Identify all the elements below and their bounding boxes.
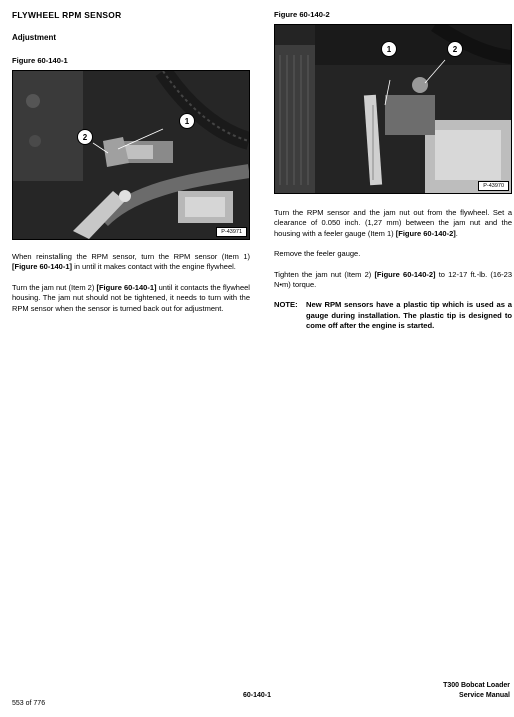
model-name: T300 Bobcat Loader xyxy=(443,682,510,689)
figure-1-callout-2: 2 xyxy=(77,129,93,145)
right-column xyxy=(274,10,512,332)
subsection-title: Adjustment xyxy=(12,33,56,42)
page-number: 60-140-1 xyxy=(243,692,272,699)
figure-1-reference: [Figure 60-140-1] xyxy=(12,262,73,272)
figure-2-label: Figure 60-140-2 xyxy=(274,10,330,19)
figure-1-photo xyxy=(12,70,250,240)
note-label: NOTE: xyxy=(274,300,298,310)
figure-2-reference: [Figure 60-140-2] xyxy=(374,269,436,279)
figure-1-photo-number: P-43971 xyxy=(216,227,247,237)
note-block xyxy=(274,300,512,331)
remove-gauge-paragraph: Remove the feeler gauge. xyxy=(274,249,361,259)
figure-2-callout-1: 1 xyxy=(381,41,397,57)
jam-nut-paragraph: Turn the jam nut (Item 2) [Figure 60-140-1] until it contacts the flywheel housing. The jam nut should not be tightened, it needs to turn with the RPM sensor when the sensor is turned back out for adjustment. xyxy=(12,282,250,313)
manual-name: Service Manual xyxy=(459,692,510,699)
left-column xyxy=(12,10,250,324)
figure-1-callout-1: 1 xyxy=(179,113,195,129)
page-count: 553 of 776 xyxy=(12,700,46,707)
note-text: New RPM sensors have a plastic tip which is used as a gauge during installation. The plastic tip is designed to come off after the engine is started. xyxy=(306,300,512,331)
clearance-paragraph: Turn the RPM sensor and the jam nut out from the flywheel. Set a clearance of 0.050 inch. (1,27 mm) between the jam nut and the housing with a feeler gauge (Item 1) [Figure 60-140-2]. xyxy=(274,208,512,238)
reinstall-paragraph: When reinstalling the RPM sensor, turn the RPM sensor (Item 1) [Figure 60-140-1] in until it makes contact with the engine flywheel. xyxy=(12,252,250,272)
figure-2-photo-number: P-43970 xyxy=(478,181,509,191)
figure-2-reference: [Figure 60-140-2] xyxy=(395,228,456,238)
torque-paragraph: Tighten the jam nut (Item 2) [Figure 60-140-2] to 12-17 ft.-lb. (16-23 N•m) torque. xyxy=(274,269,512,290)
figure-1-illustration xyxy=(13,71,249,239)
figure-2-callout-2: 2 xyxy=(447,41,463,57)
figure-1-label: Figure 60-140-1 xyxy=(12,56,68,65)
section-title: FLYWHEEL RPM SENSOR xyxy=(12,10,122,20)
figure-2-photo xyxy=(274,24,512,194)
figure-1-reference: [Figure 60-140-1] xyxy=(96,282,157,292)
